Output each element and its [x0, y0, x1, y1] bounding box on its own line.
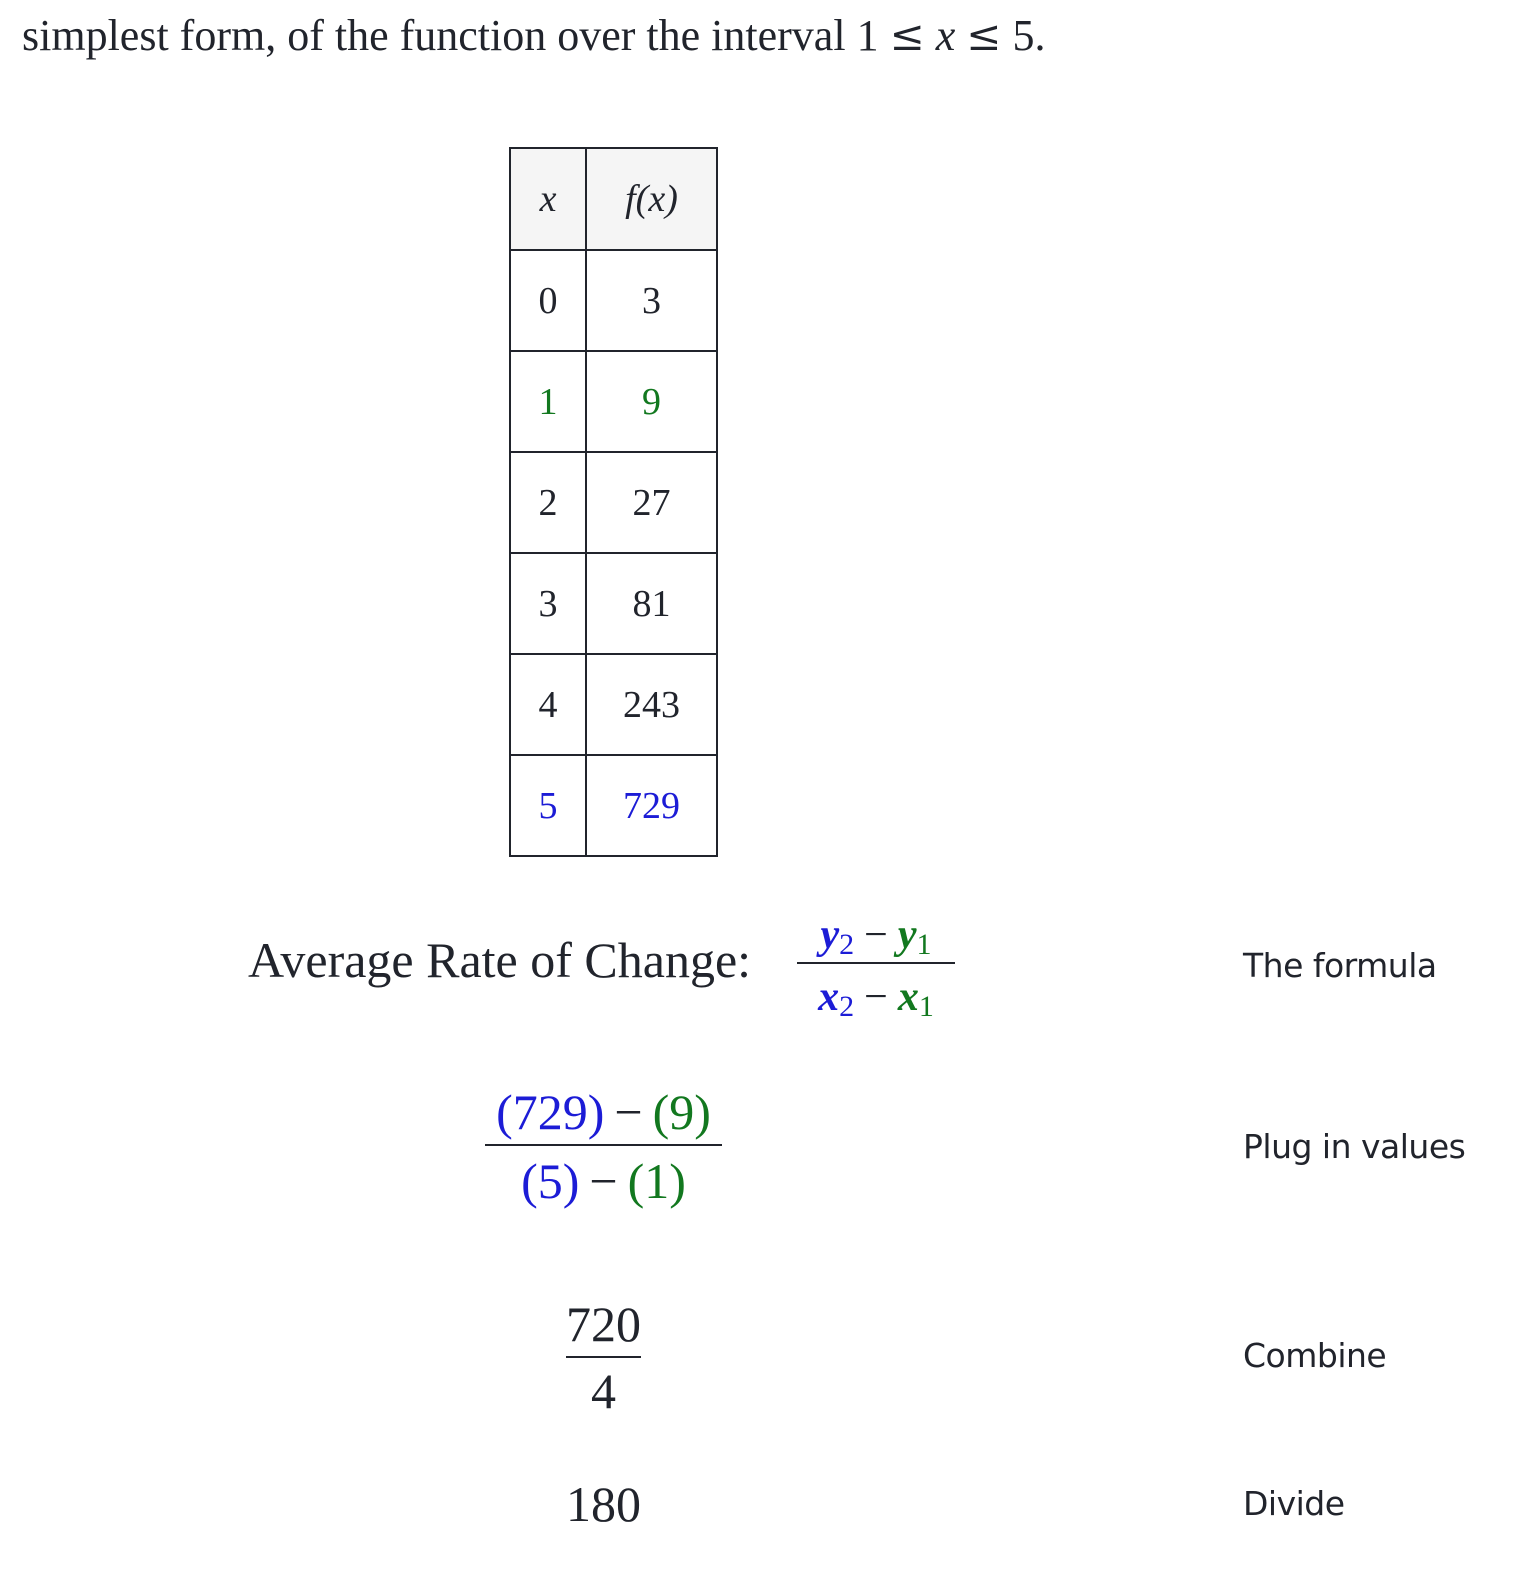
- table-row: [510, 452, 717, 553]
- y-var: y: [820, 912, 840, 958]
- problem-statement: [22, 8, 1046, 64]
- x1-term: [897, 974, 934, 1023]
- cell-fx: 243: [586, 654, 717, 755]
- x-var: x: [818, 974, 840, 1020]
- table-row: [510, 654, 717, 755]
- y1-term: [897, 912, 932, 961]
- subscript-1: 1: [916, 928, 932, 961]
- y2-term: [820, 912, 855, 961]
- subscript-2: 2: [839, 928, 855, 961]
- cell-x: 1: [510, 351, 586, 452]
- cell-x: 2: [510, 452, 586, 553]
- x2-term: [818, 974, 855, 1023]
- leq-symbol: ≤: [966, 11, 1002, 60]
- x1-value: (1): [627, 1153, 686, 1209]
- cell-x: 4: [510, 654, 586, 755]
- table-header-row: [510, 148, 717, 250]
- subscript-1: 1: [918, 990, 934, 1023]
- interval-lower: 1: [856, 11, 879, 60]
- minus-sign: −: [614, 1084, 643, 1140]
- average-rate-label: Average Rate of Change:: [248, 932, 752, 988]
- cell-fx: 729: [586, 755, 717, 856]
- minus-sign: −: [589, 1153, 618, 1209]
- combined-fraction: [566, 1292, 641, 1424]
- rate-formula: [797, 908, 955, 1022]
- period: .: [1034, 11, 1046, 60]
- table-row: [510, 351, 717, 452]
- table-row: [510, 755, 717, 856]
- minus-sign: −: [864, 974, 888, 1020]
- leq-symbol: ≤: [889, 11, 925, 60]
- step-note-divide: Divide: [1243, 1484, 1345, 1523]
- combined-numerator: 720: [566, 1296, 641, 1352]
- plugged-fraction: [485, 1080, 722, 1212]
- cell-fx: 27: [586, 452, 717, 553]
- minus-sign: −: [864, 912, 888, 958]
- cell-fx: 3: [586, 250, 717, 351]
- combined-denominator: 4: [591, 1363, 616, 1419]
- final-result: 180: [566, 1476, 641, 1532]
- header-fx: f(x): [586, 148, 717, 250]
- problem-text: simplest form, of the function over the interval: [22, 11, 857, 60]
- step-note-combine: Combine: [1243, 1336, 1387, 1375]
- interval-upper: 5: [1012, 11, 1035, 60]
- y2-value: (729): [496, 1084, 605, 1140]
- cell-x: 0: [510, 250, 586, 351]
- y1-value: (9): [652, 1084, 711, 1140]
- formula-denominator: [818, 964, 934, 1022]
- header-x: x: [510, 148, 586, 250]
- table-row: [510, 250, 717, 351]
- formula-numerator: [821, 908, 932, 962]
- subscript-2: 2: [839, 990, 855, 1023]
- step-note-formula: The formula: [1243, 946, 1437, 985]
- cell-fx: 81: [586, 553, 717, 654]
- plugged-numerator: [496, 1080, 711, 1144]
- function-table: [509, 147, 718, 857]
- y-var: y: [897, 912, 917, 958]
- table-row: [510, 553, 717, 654]
- plugged-denominator: [521, 1146, 686, 1212]
- interval-variable: x: [935, 11, 956, 60]
- step-note-plug: Plug in values: [1243, 1127, 1466, 1166]
- cell-fx: 9: [586, 351, 717, 452]
- x-var: x: [897, 974, 919, 1020]
- cell-x: 3: [510, 553, 586, 654]
- cell-x: 5: [510, 755, 586, 856]
- x2-value: (5): [521, 1153, 580, 1209]
